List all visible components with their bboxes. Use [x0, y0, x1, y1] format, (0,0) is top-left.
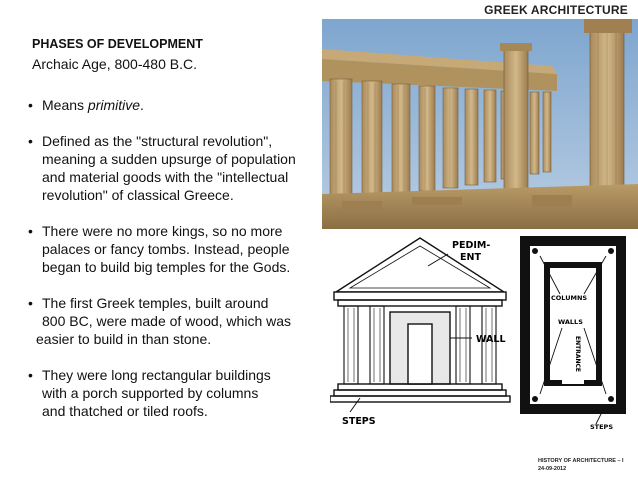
pediment-label-1: PEDIM-	[452, 240, 491, 251]
bullet-line: Defined as the "structural revolution",	[42, 133, 273, 149]
temple-ruins-illustration	[322, 19, 638, 229]
slide-subtitle: Archaic Age, 800-480 B.C.	[32, 56, 197, 72]
bullet-line: easier to build in than stone.	[36, 331, 212, 347]
slide-title: PHASES OF DEVELOPMENT	[32, 37, 203, 51]
pediment-label-2: ENT	[460, 252, 481, 263]
bullet-line: meaning a sudden upsurge of population	[42, 151, 296, 167]
bullet-item-primitive	[28, 96, 328, 114]
entrance-label: ENTRANCE	[574, 336, 581, 372]
bullet-line: 800 BC, were made of wood, which was	[42, 313, 292, 329]
bullet-line: and thatched or tiled roofs.	[42, 403, 208, 419]
temple-floor-plan-illustration	[518, 232, 633, 430]
bullet-dot: •	[28, 133, 33, 149]
bullet-tail: .	[140, 97, 144, 113]
columns-label: COLUMNS	[551, 294, 588, 302]
steps-label: STEPS	[342, 416, 376, 426]
plan-steps-label: STEPS	[590, 423, 614, 430]
wall-label: WALL	[476, 334, 506, 345]
bullet-item-structural-revolution	[28, 132, 328, 204]
bullet-text: Means	[42, 97, 88, 113]
bullet-dot: •	[28, 223, 33, 239]
bullet-item-first-temples	[28, 294, 328, 348]
bullet-line: revolution" of classical Greece.	[42, 187, 234, 203]
footer-date: 24-09-2012	[538, 466, 567, 472]
bullet-dot: •	[28, 295, 33, 311]
bullet-item-rectangular-buildings	[28, 366, 328, 420]
header-title: GREEK ARCHITECTURE	[484, 3, 628, 17]
temple-floor-plan-drawing	[518, 232, 633, 430]
temple-ruins-photo	[322, 19, 638, 229]
temple-elevation-drawing	[330, 232, 522, 426]
footer-course: HISTORY OF ARCHITECTURE – I	[538, 458, 624, 464]
bullet-line: They were long rectangular buildings	[42, 367, 271, 383]
bullet-line: and material goods with the "intellectual	[42, 169, 289, 185]
walls-label: WALLS	[558, 318, 583, 326]
bullet-line: There were no more kings, so no more	[42, 223, 283, 239]
bullet-line: began to build big temples for the Gods.	[42, 259, 291, 275]
bullet-dot: •	[28, 97, 33, 113]
temple-elevation-illustration	[330, 232, 522, 426]
bullet-dot: •	[28, 367, 33, 383]
bullet-line: palaces or fancy tombs. Instead, people	[42, 241, 290, 257]
bullet-emphasis: primitive	[87, 97, 141, 113]
footer	[538, 457, 624, 473]
bullet-line: The first Greek temples, built around	[42, 295, 269, 311]
bullet-item-no-more-kings	[28, 222, 328, 276]
bullet-line: with a porch supported by columns	[42, 385, 259, 401]
